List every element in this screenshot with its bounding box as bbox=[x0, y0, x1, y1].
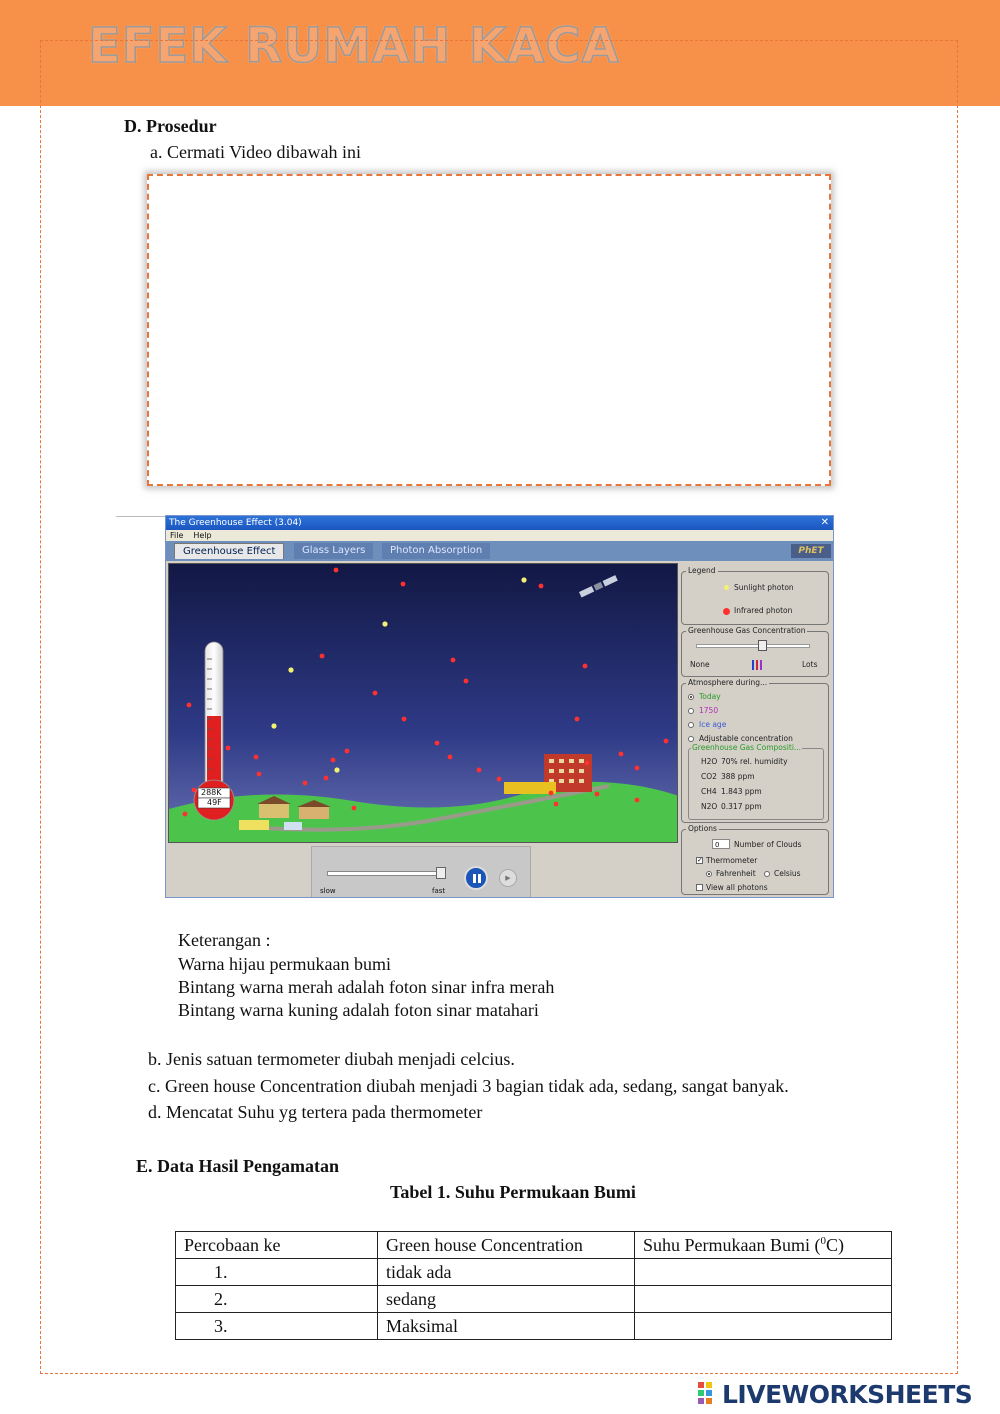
option-1750: 1750 bbox=[699, 706, 719, 715]
step-b: b. Jenis satuan termometer diubah menjadi celcius. bbox=[148, 1049, 515, 1069]
thermometer-option: Thermometer bbox=[706, 856, 758, 865]
sunlight-photon-icon bbox=[724, 585, 729, 590]
composition-co2: 388 ppm bbox=[721, 772, 755, 781]
table-row bbox=[176, 1259, 892, 1286]
composition-ch4: 1.843 ppm bbox=[721, 787, 762, 796]
greenhouse-simulation bbox=[165, 515, 834, 898]
playback-controls bbox=[311, 846, 531, 898]
video-frame[interactable] bbox=[147, 174, 831, 486]
section-e-heading: E. Data Hasil Pengamatan bbox=[136, 1156, 340, 1176]
view-photons-checkbox[interactable] bbox=[696, 884, 703, 891]
option-today: Today bbox=[699, 692, 721, 701]
atmosphere-title: Atmosphere during... bbox=[688, 678, 768, 687]
tab-glass-layers[interactable]: Glass Layers bbox=[294, 543, 373, 559]
option-adjustable: Adjustable concentration bbox=[699, 734, 793, 743]
composition-title: Greenhouse Gas Compositi... bbox=[692, 743, 802, 752]
radio-adjustable[interactable] bbox=[688, 736, 694, 742]
option-ice-age: Ice age bbox=[699, 720, 727, 729]
radio-celsius[interactable] bbox=[764, 871, 770, 877]
col-concentration: Green house Concentration bbox=[378, 1232, 635, 1259]
row-3-concentration: Maksimal bbox=[378, 1313, 635, 1340]
concentration-none: None bbox=[690, 660, 710, 669]
note-1: Warna hijau permukaan bumi bbox=[178, 954, 391, 974]
row-2-concentration: sedang bbox=[378, 1286, 635, 1313]
col-percobaan: Percobaan ke bbox=[176, 1232, 378, 1259]
row-2-temperature-input[interactable] bbox=[635, 1286, 892, 1313]
sim-scene bbox=[168, 563, 678, 843]
table-row bbox=[176, 1313, 892, 1340]
pause-button[interactable] bbox=[464, 866, 488, 890]
radio-today[interactable] bbox=[688, 694, 694, 700]
tab-greenhouse-effect[interactable]: Greenhouse Effect bbox=[174, 543, 284, 559]
gas-n2o: N2O bbox=[701, 802, 718, 811]
sim-menubar bbox=[166, 530, 833, 541]
celsius-option: Celsius bbox=[774, 869, 801, 878]
infrared-photon-icon bbox=[723, 608, 730, 615]
phet-logo: PhET bbox=[791, 544, 831, 558]
step-button[interactable]: ▶ bbox=[499, 869, 517, 887]
radio-ice-age[interactable] bbox=[688, 722, 694, 728]
composition-box bbox=[688, 743, 824, 820]
notes-title: Keterangan : bbox=[178, 930, 271, 950]
row-3-temperature-input[interactable] bbox=[635, 1313, 892, 1340]
clouds-label: Number of Clouds bbox=[734, 840, 802, 849]
menu-help[interactable]: Help bbox=[193, 531, 212, 540]
row-3-no: 3. bbox=[176, 1313, 378, 1340]
note-3: Bintang warna kuning adalah foton sinar matahari bbox=[178, 1000, 539, 1020]
step-c: c. Green house Concentration diubah menjadi 3 bagian tidak ada, sedang, sangat banyak. bbox=[148, 1076, 789, 1096]
radio-1750[interactable] bbox=[688, 708, 694, 714]
composition-n2o: 0.317 ppm bbox=[721, 802, 762, 811]
speed-slider-handle[interactable] bbox=[436, 867, 446, 879]
menu-file[interactable]: File bbox=[170, 531, 184, 540]
concentration-panel bbox=[681, 626, 829, 677]
legend-panel bbox=[681, 566, 829, 625]
scene-drawing bbox=[169, 564, 678, 843]
atmosphere-panel bbox=[681, 678, 829, 823]
clouds-spinner[interactable]: 0 bbox=[712, 839, 730, 849]
concentration-track bbox=[696, 644, 810, 648]
divider bbox=[116, 516, 166, 517]
row-1-no: 1. bbox=[176, 1259, 378, 1286]
legend-title: Legend bbox=[688, 566, 716, 575]
row-1-concentration: tidak ada bbox=[378, 1259, 635, 1286]
tab-photon-absorption[interactable]: Photon Absorption bbox=[382, 543, 490, 559]
speed-track bbox=[327, 871, 444, 876]
options-title: Options bbox=[688, 824, 717, 833]
note-2: Bintang warna merah adalah foton sinar infra merah bbox=[178, 977, 555, 997]
pause-icon bbox=[473, 874, 476, 883]
thermometer-checkbox[interactable]: ✓ bbox=[697, 856, 703, 864]
concentration-lots: Lots bbox=[802, 660, 818, 669]
table-row bbox=[176, 1286, 892, 1313]
page-title: EFEK RUMAH KACA bbox=[88, 18, 620, 74]
radio-fahrenheit[interactable] bbox=[706, 871, 712, 877]
legend-sunlight: Sunlight photon bbox=[734, 583, 794, 592]
view-photons-option: View all photons bbox=[706, 883, 768, 892]
speed-slow-label: slow bbox=[320, 887, 336, 895]
concentration-slider-handle[interactable] bbox=[758, 640, 767, 651]
gas-h2o: H2O bbox=[701, 757, 718, 766]
legend-infrared: Infrared photon bbox=[734, 606, 793, 615]
fahrenheit-option: Fahrenheit bbox=[716, 869, 756, 878]
table-title: Tabel 1. Suhu Permukaan Bumi bbox=[390, 1182, 636, 1202]
col-suhu: Suhu Permukaan Bumi ($^0$C) bbox=[635, 1232, 892, 1259]
gas-co2: CO2 bbox=[701, 772, 717, 781]
concentration-title: Greenhouse Gas Concentration bbox=[688, 626, 806, 635]
liveworksheets-logo: LIVEWORKSHEETS bbox=[722, 1380, 973, 1409]
thermometer-kelvin: 288K bbox=[201, 788, 222, 797]
composition-h2o: 70% rel. humidity bbox=[721, 757, 788, 766]
gas-ch4: CH4 bbox=[701, 787, 717, 796]
table-header-row bbox=[176, 1232, 892, 1259]
close-icon[interactable]: ✕ bbox=[820, 517, 829, 528]
section-d-heading: D. Prosedur bbox=[124, 116, 217, 136]
step-a: a. Cermati Video dibawah ini bbox=[150, 142, 362, 162]
bus bbox=[504, 782, 556, 794]
options-panel bbox=[681, 824, 829, 895]
thermometer-fahrenheit: 49F bbox=[207, 798, 222, 807]
speed-fast-label: fast bbox=[432, 887, 446, 895]
step-d: d. Mencatat Suhu yg tertera pada thermometer bbox=[148, 1102, 483, 1122]
row-1-temperature-input[interactable] bbox=[635, 1259, 892, 1286]
observation-table bbox=[175, 1231, 892, 1340]
liveworksheets-logo-icon bbox=[698, 1382, 720, 1406]
row-2-no: 2. bbox=[176, 1286, 378, 1313]
sim-titlebar: The Greenhouse Effect (3.04) bbox=[166, 516, 833, 530]
